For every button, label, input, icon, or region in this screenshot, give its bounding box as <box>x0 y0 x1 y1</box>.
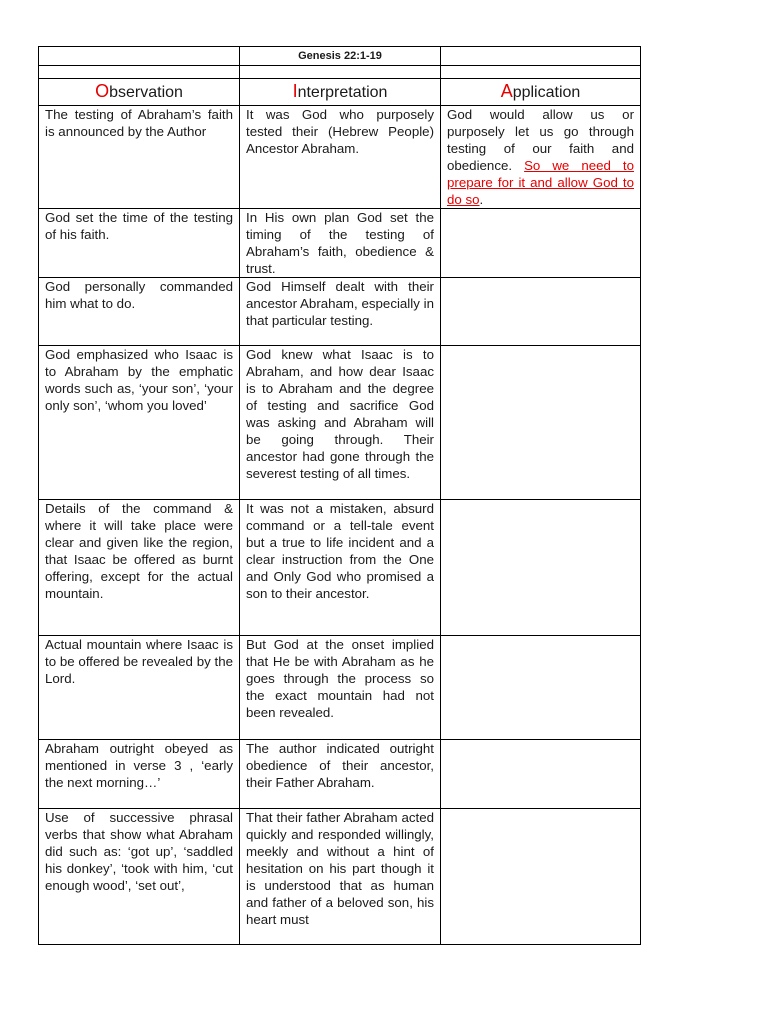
table-row <box>39 636 641 740</box>
application-end: . <box>479 192 484 207</box>
interpretation-text: That their father Abraham acted quickly and responded willingly, meekly and without a hint of hesitation on his part though it is understood that as human and father of a beloved son, his heart must <box>246 810 434 927</box>
observation-cell: God personally commanded him what to do. <box>39 278 240 346</box>
header-application <box>441 79 641 106</box>
interpretation-cell: It was not a mistaken, absurd command or a tell-tale event but a true to life incident and a clear instruction from the One and Only God who promised a son to their ancestor. <box>240 500 441 636</box>
interpretation-cell: In His own plan God set the timing of the testing of Abraham’s faith, obedience & trust. <box>240 209 441 278</box>
table-row <box>39 740 641 809</box>
interpretation-cell <box>240 809 441 945</box>
application-cell <box>441 740 641 809</box>
observation-cell: Abraham outright obeyed as mentioned in verse 3 , ‘early the next morning…’ <box>39 740 240 809</box>
interpretation-cell: God Himself dealt with their ancestor Abraham, especially in that particular testing. <box>240 278 441 346</box>
header-rest: nterpretation <box>297 84 388 101</box>
osa-table <box>38 46 641 945</box>
table-row <box>39 809 641 945</box>
document-title: Genesis 22:1-19 <box>240 47 441 66</box>
header-row <box>39 79 641 106</box>
table-row <box>39 500 641 636</box>
blank-cell <box>240 66 441 79</box>
blank-row <box>39 66 641 79</box>
application-cell <box>441 278 641 346</box>
interpretation-cell: But God at the onset implied that He be with Abraham as he goes through the process so the exact mountain had not been revealed. <box>240 636 441 740</box>
table-row <box>39 346 641 500</box>
header-initial: O <box>95 81 110 101</box>
application-text: God would allow us or purposely let us go through testing of our faith and obedience. <box>447 107 634 173</box>
header-rest: bservation <box>109 84 183 101</box>
blank-cell <box>441 66 641 79</box>
header-initial: I <box>292 81 298 101</box>
title-row <box>39 47 641 66</box>
application-cell <box>441 500 641 636</box>
application-cell <box>441 809 641 945</box>
observation-cell: Details of the command & where it will take place were clear and given like the region, that Isaac be offered as burnt offering, except for the actual mountain. <box>39 500 240 636</box>
observation-cell: Actual mountain where Isaac is to be offered be revealed by the Lord. <box>39 636 240 740</box>
header-observation <box>39 79 240 106</box>
application-emphasis: So we need to prepare for it and allow God to do so <box>447 158 634 207</box>
header-rest: pplication <box>512 84 581 101</box>
application-cell <box>441 106 641 209</box>
observation-cell: God set the time of the testing of his faith. <box>39 209 240 278</box>
application-cell <box>441 636 641 740</box>
title-cell-empty-3 <box>441 47 641 66</box>
table-row <box>39 106 641 209</box>
interpretation-cell: The author indicated outright obedience of their ancestor, their Father Abraham. <box>240 740 441 809</box>
observation-cell: Use of successive phrasal verbs that show what Abraham did such as: ‘got up’, ‘saddled his donkey’, ‘took with him, ‘cut enough wood’, ‘set out’, <box>39 809 240 945</box>
application-cell <box>441 209 641 278</box>
header-initial: A <box>500 81 513 101</box>
observation-cell: The testing of Abraham’s faith is announced by the Author <box>39 106 240 209</box>
application-cell <box>441 346 641 500</box>
header-interpretation <box>240 79 441 106</box>
interpretation-cell: It was God who purposely tested their (Hebrew People) Ancestor Abraham. <box>240 106 441 209</box>
observation-cell: God emphasized who Isaac is to Abraham by the emphatic words such as, ‘your son’, ‘your only son’, ‘whom you loved’ <box>39 346 240 500</box>
title-cell-empty-1 <box>39 47 240 66</box>
blank-cell <box>39 66 240 79</box>
table-row <box>39 278 641 346</box>
table-row <box>39 209 641 278</box>
interpretation-cell: God knew what Isaac is to Abraham, and how dear Isaac is to Abraham and the degree of testing and sacrifice God was asking and Abraham will be going through. Their ancestor had gone through the severest testing of all times. <box>240 346 441 500</box>
